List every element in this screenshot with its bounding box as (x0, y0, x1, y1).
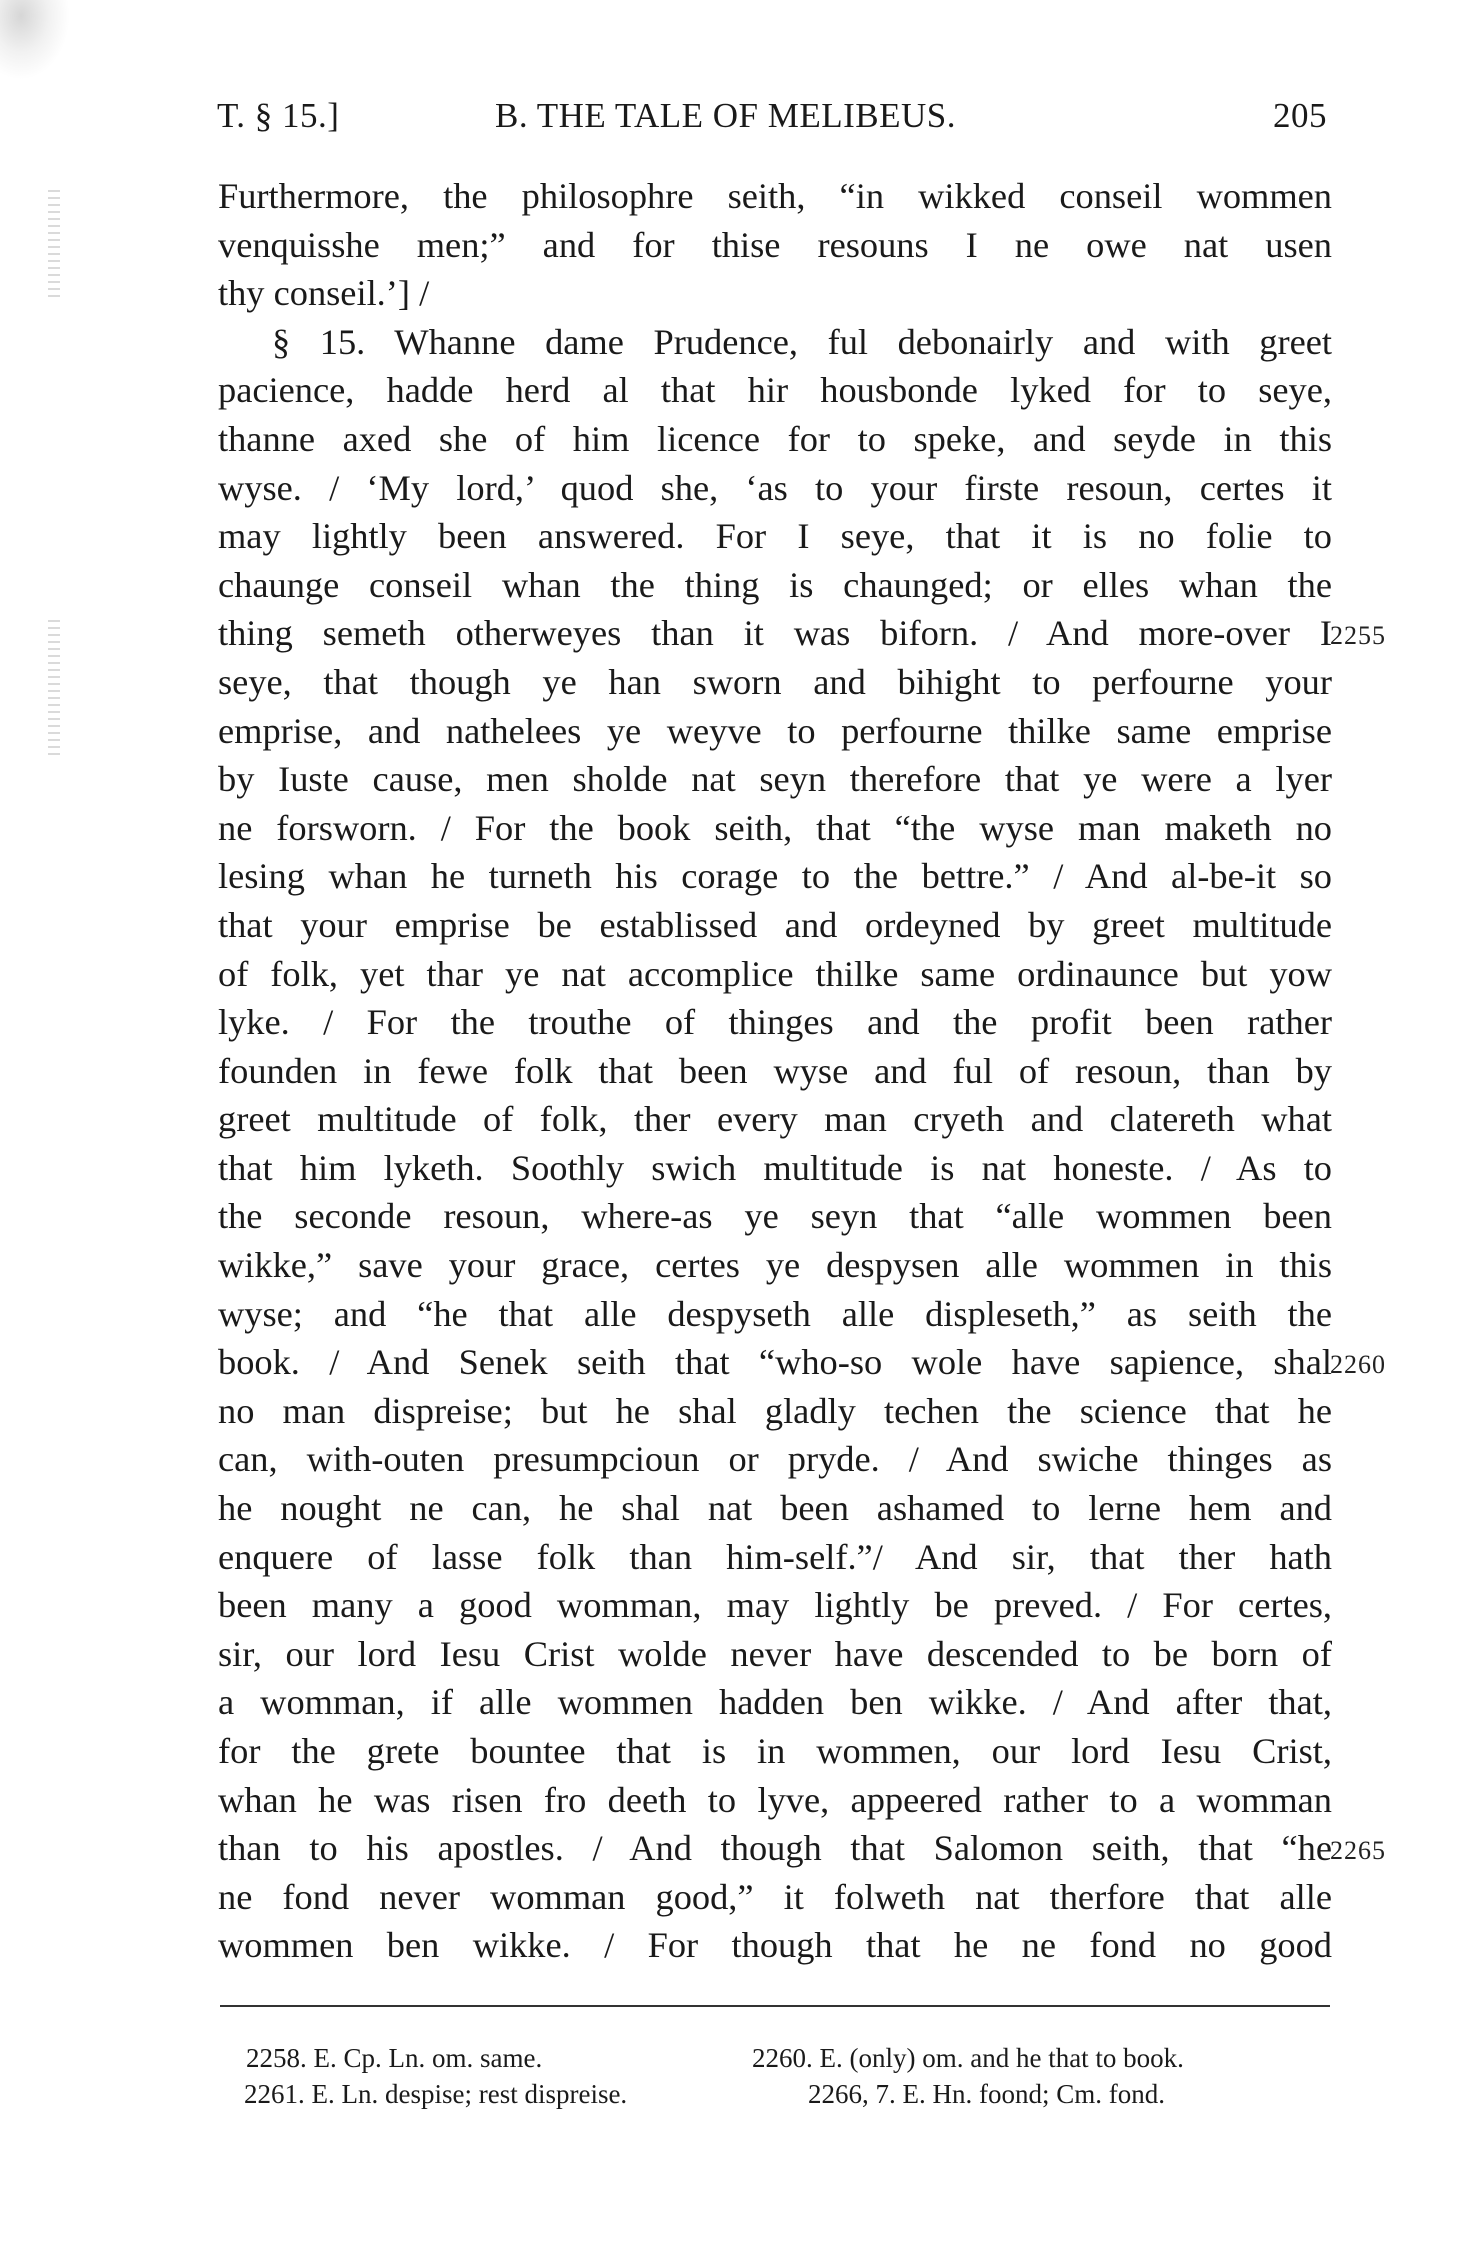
text-line: greet multitude of folk, ther every man cryeth and clatereth what (218, 1099, 1332, 1140)
page-number: 205 (1273, 96, 1327, 135)
text-line: lyke. / For the trouthe of thinges and the profit been rather (218, 1002, 1332, 1043)
margin-speckle (48, 190, 60, 300)
text-line: wikke,” save your grace, certes ye despysen alle wommen in this (218, 1245, 1332, 1286)
text-line: emprise, and nathelees ye weyve to perfourne thilke same emprise (218, 710, 1332, 751)
text-line: book. / And Senek seith that “who-so wole have sapience, shal (218, 1342, 1332, 1383)
text-line: that him lyketh. Soothly swich multitude is nat honeste. / As to (218, 1147, 1332, 1188)
text-line: Furthermore, the philosophre seith, “in wikked conseil wommen (218, 176, 1332, 216)
text-line: wyse; and “he that alle despyseth alle displeseth,” as seith the (218, 1293, 1332, 1334)
text-line: thing semeth otherweyes than it was biforn. / And more-over I (218, 613, 1332, 654)
text-line: whan he was risen fro deeth to lyve, appeered rather to a womman (218, 1779, 1332, 1820)
text-line: ne forsworn. / For the book seith, that “the wyse man maketh no (218, 807, 1332, 848)
text-line: wyse. / ‘My lord,’ quod she, ‘as to your firste resoun, certes it (218, 467, 1332, 508)
section-reference: T. § 15.] (217, 96, 340, 135)
text-line: enquere of lasse folk than him-self.”/ And sir, that ther hath (218, 1536, 1332, 1577)
footnote: 2266, 7. E. Hn. foond; Cm. fond. (808, 2079, 1165, 2109)
text-line: may lightly been answered. For I seye, that it is no folie to (218, 516, 1332, 557)
text-line: been many a good womman, may lightly be preved. / For certes, (218, 1585, 1332, 1626)
text-line: the seconde resoun, where-as ye seyn that “alle wommen been (218, 1196, 1332, 1237)
line-number: 2260 (1330, 1350, 1386, 1380)
text-line: than to his apostles. / And though that Salomon seith, that “he (218, 1828, 1332, 1869)
text-line: ne fond never womman good,” it folweth nat therfore that alle (218, 1876, 1332, 1917)
footnote: 2261. E. Ln. despise; rest dispreise. (244, 2079, 628, 2109)
text-line: founden in fewe folk that been wyse and ful of resoun, than by (218, 1050, 1332, 1091)
text-line: § 15. Whanne dame Prudence, ful debonairly and with greet (272, 321, 1332, 362)
text-line: wommen ben wikke. / For though that he ne fond no good (218, 1925, 1332, 1966)
running-title: B. THE TALE OF MELIBEUS. (495, 96, 956, 135)
text-line: that your emprise be establissed and ordeyned by greet multitude (218, 904, 1332, 945)
margin-speckle (48, 620, 60, 760)
text-line: can, with-outen presumpcioun or pryde. / And swiche thinges as (218, 1439, 1332, 1480)
text-line: seye, that though ye han sworn and bihight to perfourne your (218, 661, 1332, 702)
text-line: he nought ne can, he shal nat been ashamed to lerne hem and (218, 1488, 1332, 1529)
text-line: a womman, if alle wommen hadden ben wikke. / And after that, (218, 1682, 1332, 1723)
text-line: by Iuste cause, men sholde nat seyn therefore that ye were a lyer (218, 759, 1332, 800)
line-number: 2255 (1330, 621, 1386, 651)
text-line: sir, our lord Iesu Crist wolde never have descended to be born of (218, 1633, 1332, 1674)
page-smudge (0, 0, 70, 80)
footnote: 2258. E. Cp. Ln. om. same. (246, 2043, 543, 2073)
text-line: no man dispreise; but he shal gladly techen the science that he (218, 1390, 1332, 1431)
line-number: 2265 (1330, 1836, 1386, 1866)
running-header (217, 96, 1327, 156)
text-line: of folk, yet thar ye nat accomplice thilke same ordinaunce but yow (218, 953, 1332, 994)
footnote-rule (220, 2005, 1330, 2007)
body-text (218, 172, 1332, 1970)
text-line: lesing whan he turneth his corage to the bettre.” / And al-be-it so (218, 856, 1332, 897)
text-line: pacience, hadde herd al that hir housbonde lyked for to seye, (218, 370, 1332, 411)
footnote: 2260. E. (only) om. and he that to book. (752, 2043, 1184, 2073)
text-line: thanne axed she of him licence for to speke, and seyde in this (218, 418, 1332, 459)
text-line: for the grete bountee that is in wommen, our lord Iesu Crist, (218, 1731, 1332, 1771)
text-line: thy conseil.’] / (218, 273, 430, 314)
text-line: venquisshe men;” and for thise resouns I ne owe nat usen (218, 224, 1332, 265)
text-line: chaunge conseil whan the thing is chaunged; or elles whan the (218, 564, 1332, 605)
